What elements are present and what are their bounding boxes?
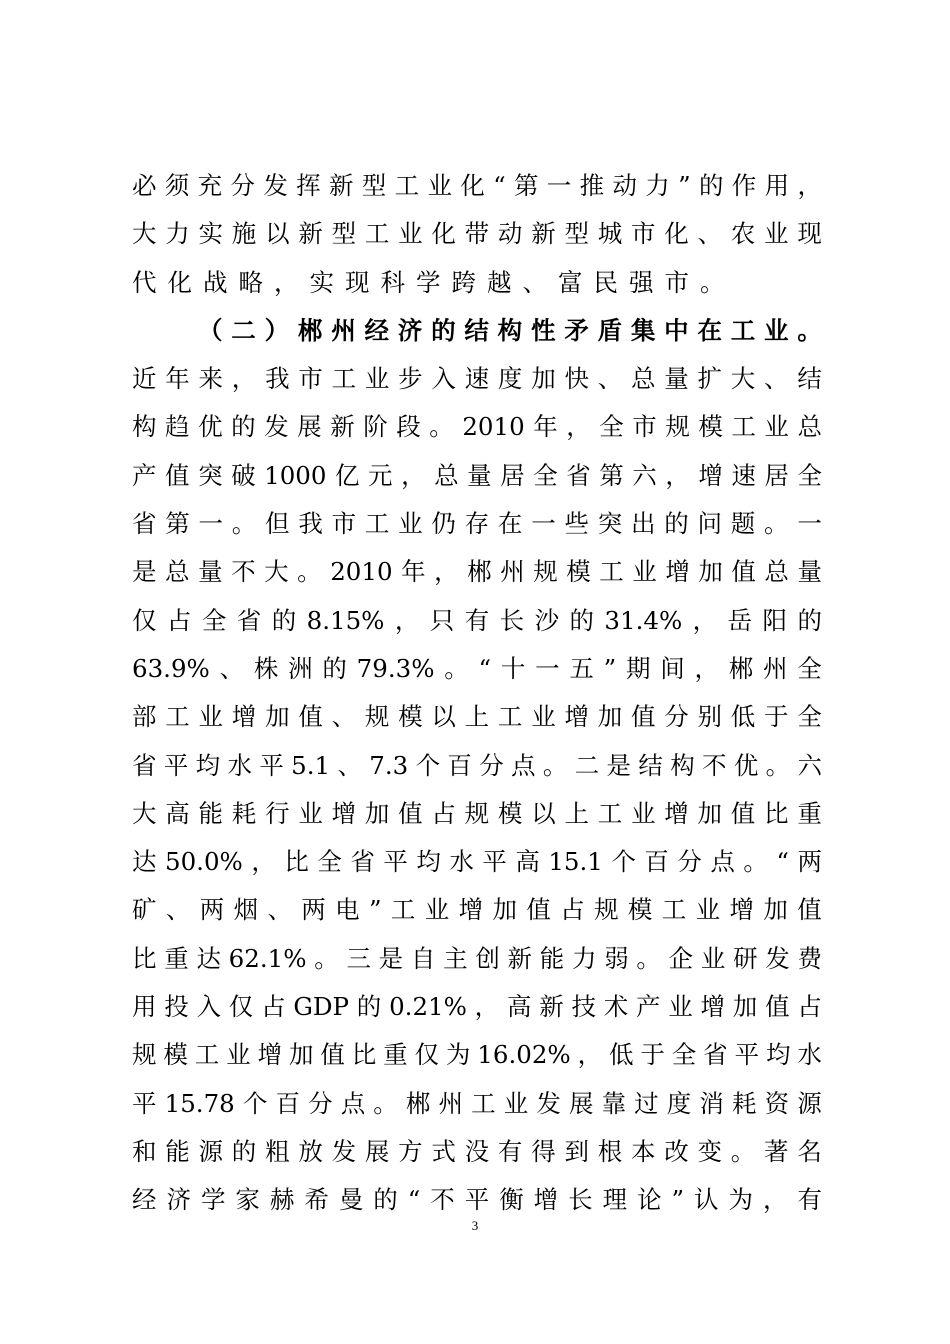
text-line: 比 重 达 62.1% 。 三 是 自 主 创 新 能 力 弱 。 企 业 研 发 费	[132, 943, 822, 973]
text-line: 构 趋 优 的 发 展 新 阶 段 。 2010 年 ， 全 市 规 模 工 业 总	[132, 412, 822, 442]
body-text	[132, 162, 822, 1225]
text-line: 近 年 来 ， 我 市 工 业 步 入 速 度 加 快 、 总 量 扩 大 、 结	[132, 364, 822, 394]
text-line: 部 工 业 增 加 值 、 规 模 以 上 工 业 增 加 值 分 别 低 于 全	[132, 702, 822, 732]
text-line: 必 须 充 分 发 挥 新 型 工 业 化 “ 第 一 推 动 力 ” 的 作 用 ，	[132, 171, 822, 200]
text-line: 产 值 突 破 1000 亿 元 ， 总 量 居 全 省 第 六 ， 增 速 居 全	[132, 460, 822, 490]
text-line: 矿 、 两 烟 、 两 电 ” 工 业 增 加 值 占 规 模 工 业 增 加 值	[132, 895, 822, 925]
text-line: 规 模 工 业 增 加 值 比 重 仅 为 16.02% ， 低 于 全 省 平 均 水	[132, 1040, 822, 1070]
text-line: 代化战略，实现科学跨越、富民强市。	[132, 267, 736, 297]
text-line: 63.9% 、 株 洲 的 79.3% 。 “ 十 一 五 ” 期 间 ， 郴 州 全	[132, 653, 822, 683]
text-line: 和 能 源 的 粗 放 发 展 方 式 没 有 得 到 根 本 改 变 。 著 名	[132, 1136, 822, 1166]
section-heading: （ 二 ） 郴 州 经 济 的 结 构 性 矛 盾 集 中 在 工 业 。	[198, 315, 822, 345]
text-line: 大 高 能 耗 行 业 增 加 值 占 规 模 以 上 工 业 增 加 值 比 重	[132, 798, 822, 828]
text-line: 平 15.78 个 百 分 点 。 郴 州 工 业 发 展 靠 过 度 消 耗 资 源	[132, 1088, 822, 1118]
text-line: 省 第 一 。 但 我 市 工 业 仍 存 在 一 些 突 出 的 问 题 。 一	[132, 509, 822, 539]
text-line: 大 力 实 施 以 新 型 工 业 化 带 动 新 型 城 市 化 、 农 业 现	[132, 219, 822, 249]
text-line: 用 投 入 仅 占 GDP 的 0.21% ， 高 新 技 术 产 业 增 加 值 占	[132, 992, 822, 1022]
text-line: 经 济 学 家 赫 希 曼 的 “ 不 平 衡 增 长 理 论 ” 认 为 ， 有	[132, 1185, 822, 1215]
page-number: 3	[471, 1218, 479, 1233]
text-line: 达 50.0% ， 比 全 省 平 均 水 平 高 15.1 个 百 分 点 。 “ 两	[132, 847, 822, 877]
text-line: 省 平 均 水 平 5.1 、 7.3 个 百 分 点 。 二 是 结 构 不 优 。 六	[132, 750, 822, 780]
text-line: 是 总 量 不 大 。 2010 年 ， 郴 州 规 模 工 业 增 加 值 总 量	[132, 557, 822, 587]
text-line: 仅 占 全 省 的 8.15% ， 只 有 长 沙 的 31.4% ， 岳 阳 的	[132, 605, 822, 635]
